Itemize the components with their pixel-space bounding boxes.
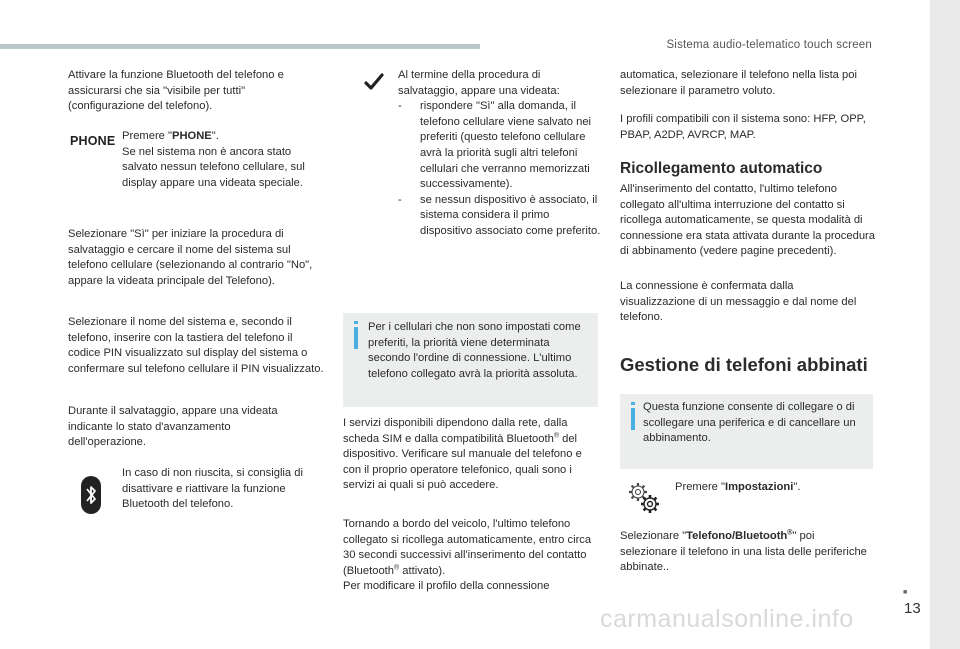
paragraph-select-system-name: Selezionare il nome del sistema e, secondo il telefono, inserire con la tastiera del telefono il codice PIN visualizzato sul display del sistema o confermare sul telefono cellulare il PIN visualizzato. — [68, 316, 324, 375]
paragraph-select-yes: Selezionare "Sì" per iniziare la procedura di salvataggio e cercare il nome del sistema sul telefono cellulare (selezionando al contrario "No", appare la videata principale del Telefono). — [68, 228, 313, 287]
paragraph-connection-confirmed: La connessione è confermata dalla visualizzazione di un messaggio e dal nome del telefono. — [620, 280, 857, 324]
section-title: Sistema audio-telematico touch screen — [666, 39, 872, 51]
select-prefix: Selezionare " — [620, 530, 687, 542]
paragraph-press-settings — [675, 480, 865, 496]
press-phone-prefix: Premere " — [122, 130, 172, 142]
info-icon-bar — [631, 408, 635, 430]
list-item-text: rispondere "Sì" alla domanda, il telefono cellulare viene salvato nei preferiti (questo telefono cellulare avrà la priorità sugli altri telefoni cellulari che verranno memorizzati successivamente). — [420, 100, 592, 191]
press-phone-suffix: ". — [211, 130, 219, 142]
press-settings-suffix: ". — [793, 481, 801, 493]
paragraph-reconnect-detail: All'inserimento del contatto, l'ultimo telefono collegato all'ultima interruzione del contatto si ricollega automaticamente, se questa modalità di connessione era stata attivata durante la procedura di abbinamento (vedere pagine precedenti). — [620, 183, 875, 258]
paragraph-activate-bluetooth: Attivare la funzione Bluetooth del telefono e assicurarsi che sia "visibile per tutti" (configurazione del telefono). — [68, 69, 284, 113]
page-side-strip — [930, 0, 960, 649]
registered-mark: ® — [787, 529, 793, 537]
press-phone-key: PHONE — [171, 130, 212, 142]
services-text-b: del dispositivo. Verificare sul manuale del telefono e con il proprio operatore telefonico, quali sono i servizi ai quali si può accedere. — [343, 432, 582, 492]
return-text-b: attivato). — [399, 564, 446, 577]
heading-auto-reconnect: Ricollegamento automatico — [620, 160, 823, 177]
list-item — [398, 99, 603, 193]
return-text-a: Tornando a bordo del veicolo, l'ultimo telefono collegato si ricollega automaticamente, entro circa 30 secondi successivi all'inserimento del contatto (Bluetooth — [343, 518, 592, 577]
paragraph-auto-reconnect-vehicle — [343, 517, 599, 595]
press-settings-prefix: Premere " — [675, 481, 725, 493]
return-text-c: Per modificare il profilo della connessione — [343, 580, 550, 593]
save-result-intro: Al termine della procedura di salvataggio, appare una videata: — [398, 69, 560, 97]
press-phone-detail: Se nel sistema non è ancora stato salvato nessun telefono cellulare, sul display appare una videata speciale. — [122, 145, 305, 189]
watermark: carmanualsonline.info — [600, 605, 854, 633]
info-icon — [354, 321, 358, 324]
list-dash: - — [398, 193, 402, 206]
header-accent-bar — [0, 44, 480, 49]
list-item-text: se nessun dispositivo è associato, il sistema considera il primo dispositivo associato come preferito. — [420, 193, 601, 237]
paragraph-select-phone-bluetooth — [620, 529, 870, 576]
registered-mark: ® — [394, 564, 400, 572]
list-dash: - — [398, 100, 402, 113]
heading-manage-paired-phones: Gestione di telefoni abbinati — [620, 354, 868, 375]
services-text-a: I servizi disponibili dipendono dalla rete, dalla scheda SIM e dalla compatibilità Bluetooth — [343, 417, 568, 445]
continue-marker: ■ — [903, 589, 908, 596]
bluetooth-icon — [80, 475, 102, 515]
paragraph-available-services — [343, 416, 599, 494]
info-icon-bar — [354, 327, 358, 349]
select-key: Telefono/Bluetooth — [686, 530, 788, 542]
paragraph-auto-connection-select: automatica, selezionare il telefono nella lista poi selezionare il parametro voluto. — [620, 69, 857, 97]
info-note-priority — [343, 313, 598, 407]
info-note-text: Questa funzione consente di collegare o di scollegare una periferica e di cancellare un abbinamento. — [643, 401, 856, 445]
info-icon — [631, 402, 635, 405]
settings-gear-icon — [626, 480, 662, 516]
select-suffix: " poi selezionare il telefono in una lista delle periferiche abbinate.. — [620, 530, 867, 574]
save-result-block — [398, 68, 603, 240]
info-note-manage — [620, 394, 873, 469]
paragraph-bluetooth-retry: In caso di non riuscita, si consiglia di disattivare e riattivare la funzione Bluetooth del telefono. — [122, 467, 303, 511]
paragraph-press-phone — [122, 129, 322, 191]
info-note-text: Per i cellulari che non sono impostati come preferiti, la priorità viene determinata secondo l'ordine di connessione. L'ultimo telefono collegato avrà la priorità assoluta. — [368, 321, 581, 380]
paragraph-compatible-profiles: I profili compatibili con il sistema sono: HFP, OPP, PBAP, A2DP, AVRCP, MAP. — [620, 113, 866, 141]
press-settings-key: Impostazioni — [724, 481, 794, 493]
phone-button-icon: PHONE — [70, 134, 116, 148]
list-item — [398, 193, 603, 240]
checkmark-icon — [364, 72, 384, 92]
page-number: 13 — [904, 600, 921, 617]
paragraph-saving-progress: Durante il salvataggio, appare una videata indicante lo stato d'avanzamento dell'operazione. — [68, 405, 278, 449]
registered-mark: ® — [553, 431, 559, 439]
